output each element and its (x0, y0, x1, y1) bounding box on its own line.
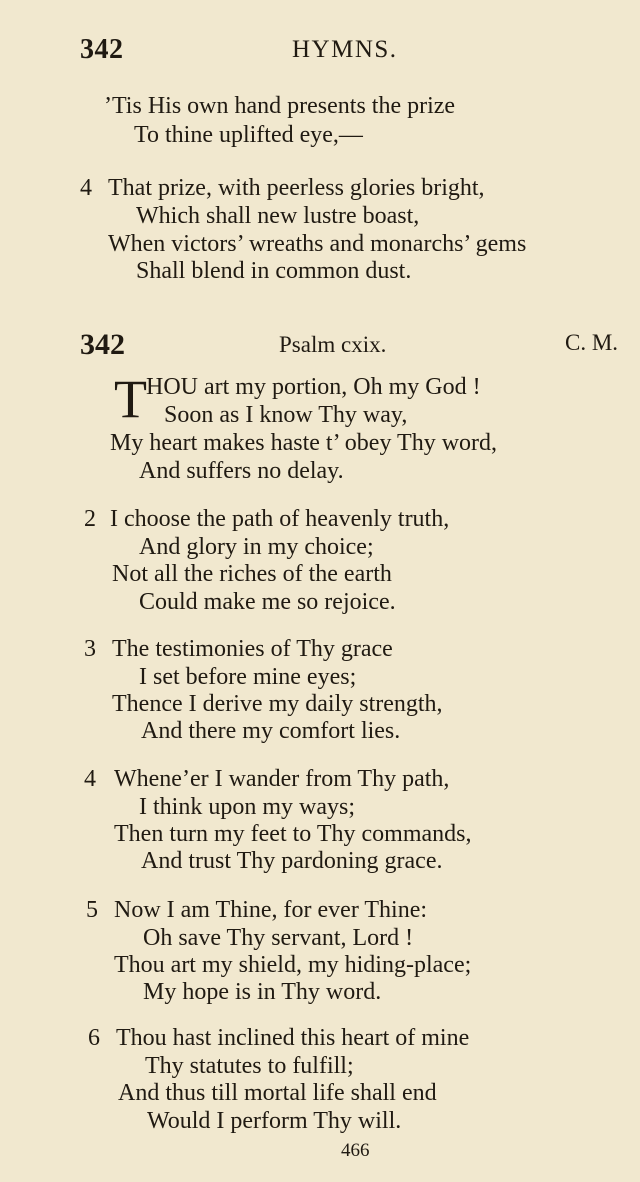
verse-line: Not all the riches of the earth (112, 561, 392, 587)
verse-line: ’Tis His own hand presents the prize (104, 93, 456, 119)
verse-line: Thou art my shield, my hiding-place; (114, 952, 472, 978)
verse-line: Whene’er I wander from Thy path, (114, 766, 450, 792)
verse-line: I think upon my ways; (139, 794, 355, 820)
verse-line: Oh save Thy servant, Lord ! (143, 925, 414, 951)
verse-line: HOU art my portion, Oh my God ! (146, 374, 481, 400)
hymn-title: Psalm cxix. (279, 332, 387, 357)
drop-cap: T (114, 369, 147, 429)
verse-line: Would I perform Thy will. (147, 1108, 402, 1134)
verse-line: And suffers no delay. (139, 458, 344, 484)
footer-page-number: 466 (341, 1140, 370, 1161)
hymn-number: 342 (80, 328, 125, 361)
verse-line: Then turn my feet to Thy commands, (114, 821, 472, 847)
verse-line: Shall blend in common dust. (136, 258, 412, 284)
verse-line: My heart makes haste t’ obey Thy word, (110, 430, 498, 456)
running-head: HYMNS. (292, 36, 398, 63)
verse-line: And thus till mortal life shall end (118, 1080, 437, 1106)
verse-line: That prize, with peerless glories bright, (108, 175, 485, 201)
stanza-number: 4 (80, 175, 92, 201)
verse-line: I choose the path of heavenly truth, (110, 506, 450, 532)
stanza-number: 3 (84, 636, 96, 662)
hymn-meter: C. M. (565, 330, 619, 355)
verse-line: Soon as I know Thy way, (164, 402, 408, 428)
verse-line: Thence I derive my daily strength, (112, 691, 443, 717)
verse-line: Could make me so rejoice. (139, 589, 396, 615)
verse-line: And trust Thy pardoning grace. (141, 848, 443, 874)
verse-line: Thou hast inclined this heart of mine (116, 1025, 470, 1051)
page-header (80, 34, 620, 68)
verse-line: The testimonies of Thy grace (112, 636, 393, 662)
stanza-number: 6 (88, 1025, 100, 1051)
verse-line: And glory in my choice; (139, 534, 374, 560)
verse-line: Now I am Thine, for ever Thine: (114, 897, 428, 923)
verse-line: My hope is in Thy word. (143, 979, 382, 1005)
stanza-number: 4 (84, 766, 96, 792)
verse-line: And there my comfort lies. (141, 718, 401, 744)
stanza-number: 2 (84, 506, 96, 532)
verse-line: Which shall new lustre boast, (136, 203, 420, 229)
header-page-number: 342 (80, 34, 124, 65)
verse-line: I set before mine eyes; (139, 664, 357, 690)
verse-line: Thy statutes to fulfill; (145, 1053, 354, 1079)
stanza-number: 5 (86, 897, 98, 923)
verse-line: When victors’ wreaths and monarchs’ gems (108, 231, 527, 257)
verse-line: To thine uplifted eye,— (134, 122, 363, 148)
